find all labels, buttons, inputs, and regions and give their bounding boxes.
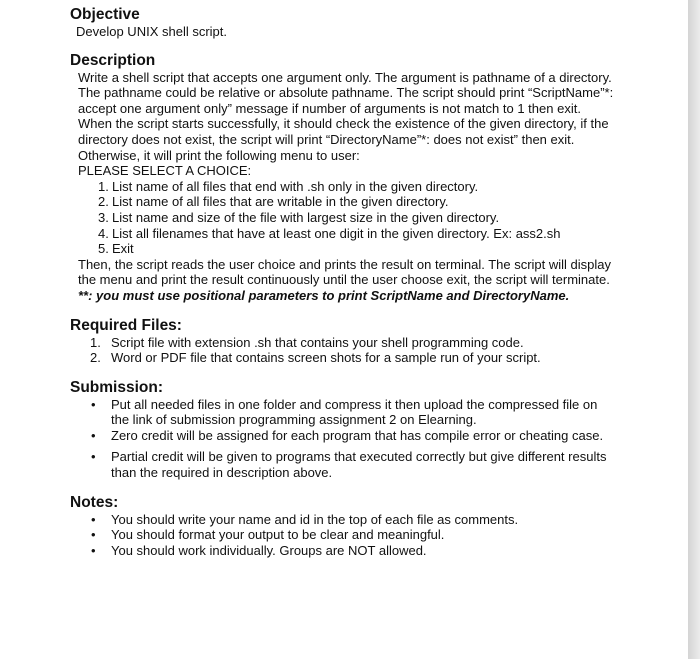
submission-list-continued	[70, 449, 615, 480]
bullet-icon: •	[91, 511, 96, 527]
required-file-item: 2. Word or PDF file that contains screen shots for a sample run of your script.	[90, 350, 541, 366]
notes-heading: Notes:	[70, 493, 119, 511]
objective-heading: Objective	[70, 6, 140, 23]
menu-list	[70, 179, 615, 257]
bullet-icon: •	[91, 396, 96, 412]
bullet-icon: •	[91, 542, 96, 558]
bullet-icon: •	[91, 527, 96, 543]
required-files-heading: Required Files:	[70, 316, 182, 334]
menu-item: 3. List name and size of the file with largest size in the given directory.	[98, 209, 500, 225]
description-paragraph: Write a shell script that accepts one argument only. The argument is pathname of a directory. The pathname could be relative or absolute pathname. The script should print “ScriptName”*: accept one argument only” message if number of arguments is not match to 1 then exit. When the script starts successfully, it should check the existence of the given directory, if the directory does not exist, the script will print “DirectoryName”*: does not exist” then exit. Otherwise, it will print the following menu to user:	[78, 69, 614, 163]
notes-list	[70, 512, 615, 559]
document-content	[70, 6, 615, 558]
required-file-item: 1. Script file with extension .sh that contains your shell programming code.	[90, 334, 524, 350]
menu-item: 1. List name of all files that end with .sh only in the given directory.	[98, 178, 479, 194]
note-item: • You should format your output to be clear and meaningful.	[91, 527, 445, 543]
submission-item: • Put all needed files in one folder and compress it then upload the compressed file on the link of submission programming assignment 2 on Elearning.	[91, 396, 598, 428]
page-edge-shadow	[688, 0, 700, 659]
submission-item: • Zero credit will be assigned for each program that has compile error or cheating case.	[91, 427, 604, 443]
menu-item: 4. List all filenames that have at least one digit in the given directory. Ex: ass2.sh	[98, 225, 561, 241]
positional-note: **: you must use positional parameters to print ScriptName and DirectoryName.	[78, 287, 570, 303]
bullet-icon: •	[91, 427, 96, 443]
objective-text: Develop UNIX shell script.	[76, 24, 227, 39]
submission-item: • Partial credit will be given to programs that executed correctly but give different results than the required in description above.	[91, 449, 607, 481]
then-paragraph: Then, the script reads the user choice and prints the result on terminal. The script will display the menu and print the result continuously until the user choose exit, the script will terminate.	[78, 256, 612, 288]
note-item: • You should work individually. Groups are NOT allowed.	[91, 542, 427, 558]
bullet-icon: •	[91, 449, 96, 465]
menu-title: PLEASE SELECT A CHOICE:	[78, 163, 252, 179]
menu-item: 2. List name of all files that are writable in the given directory.	[98, 194, 449, 210]
menu-item: 5. Exit	[98, 241, 134, 257]
submission-list	[70, 397, 615, 444]
submission-heading: Submission:	[70, 378, 164, 396]
note-item: • You should write your name and id in the top of each file as comments.	[91, 511, 519, 527]
description-heading: Description	[70, 51, 156, 69]
required-files-list	[70, 335, 615, 366]
